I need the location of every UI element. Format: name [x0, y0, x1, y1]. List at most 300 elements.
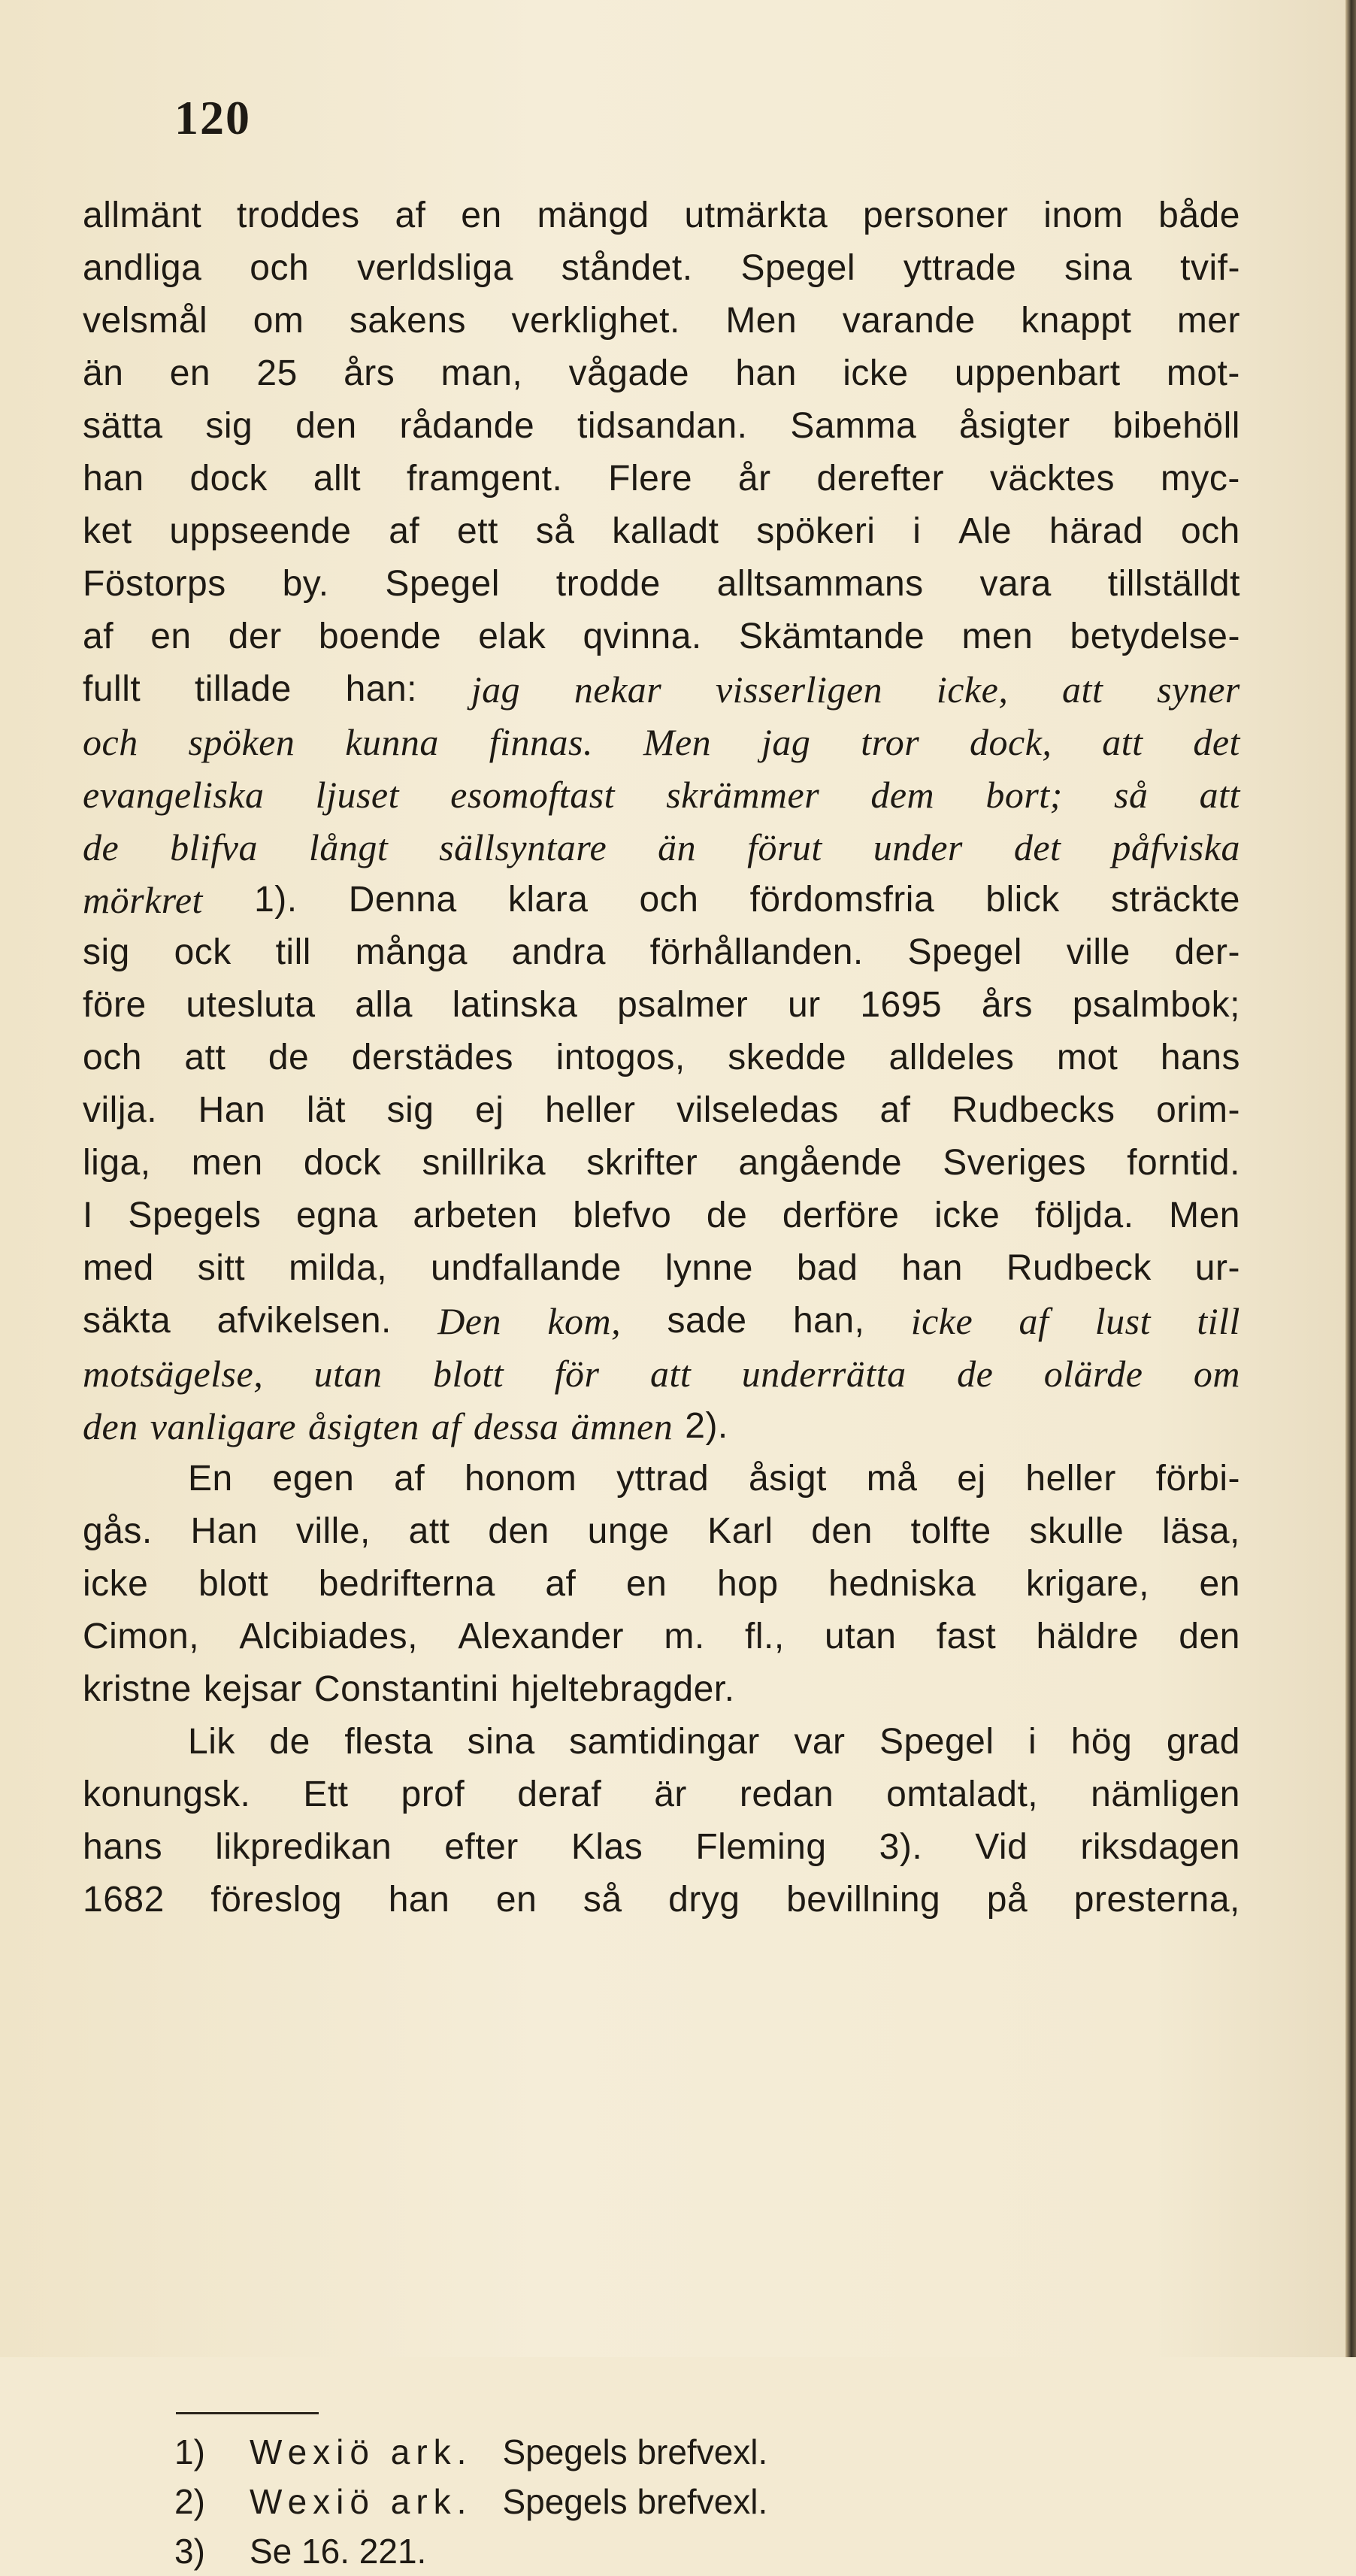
word: utesluta [186, 985, 316, 1025]
word: samtidingar [569, 1722, 760, 1762]
text-line [83, 716, 1240, 768]
word: af [83, 617, 114, 656]
word: så [583, 1880, 622, 1920]
word: olärde [1043, 1353, 1143, 1395]
word: att [649, 1353, 692, 1395]
word: deraf [517, 1774, 602, 1814]
word: och [1180, 511, 1240, 551]
word: en [461, 195, 502, 235]
word: sig [205, 406, 253, 446]
word: än [83, 353, 124, 393]
word: en [150, 617, 192, 656]
word: evangeliska [83, 774, 265, 816]
word: myc- [1160, 459, 1240, 499]
word: alla [355, 985, 413, 1025]
text-line [83, 1032, 1240, 1084]
word: tvif- [1180, 248, 1240, 288]
word: Alcibiades, [239, 1617, 419, 1656]
text-line [83, 821, 1240, 874]
word: trodde [555, 564, 661, 604]
word: Lik [188, 1722, 235, 1762]
word: andra [511, 932, 606, 972]
footnote-text: Spegels brefvexl. [502, 2432, 768, 2471]
text-line [83, 1242, 1240, 1295]
word: verldsliga [357, 248, 513, 288]
word: Sveriges [943, 1143, 1086, 1183]
word: blefvo [573, 1196, 672, 1235]
word: de [83, 826, 120, 868]
word: konungsk. [83, 1774, 251, 1814]
footnote-source: Wexiö ark. [250, 2432, 473, 2471]
word: syner [1157, 668, 1240, 711]
word: af [395, 195, 426, 235]
word: velsmål [83, 301, 208, 341]
word: under [873, 826, 963, 868]
word: sade [667, 1301, 747, 1341]
word: och [250, 248, 310, 288]
text-line [83, 1505, 1240, 1558]
word: 1682 [83, 1880, 165, 1920]
word: af [431, 1405, 462, 1447]
footnote-text: Spegels brefvexl. [502, 2482, 768, 2521]
word: men [191, 1143, 263, 1183]
text-line [83, 1874, 1240, 1926]
word: Karl [707, 1511, 773, 1551]
word: bevillning [786, 1880, 941, 1920]
word: psalmer [617, 985, 749, 1025]
word: vanligare [150, 1405, 296, 1447]
word: efter [444, 1827, 519, 1867]
word: må [866, 1459, 918, 1499]
text-line [83, 1716, 1240, 1768]
footnote-number: 3) [174, 2532, 205, 2571]
word: Han [190, 1511, 259, 1551]
word: allmänt [83, 195, 202, 235]
word: mot- [1166, 353, 1240, 393]
word: sitt [197, 1248, 246, 1288]
word: till [1197, 1300, 1240, 1342]
word: intogos, [555, 1038, 686, 1077]
text-line [83, 189, 1240, 242]
word: icke [843, 353, 909, 393]
word: 3). [879, 1827, 923, 1867]
word: fördomsfria [749, 880, 935, 920]
text-line [83, 979, 1240, 1032]
footnote-source: Wexiö ark. [250, 2482, 473, 2521]
word: ett [457, 511, 498, 551]
word: sina [467, 1722, 535, 1762]
word: betydelse- [1070, 617, 1240, 656]
word: Ett [303, 1774, 349, 1814]
word: ket [83, 511, 132, 551]
word: Rudbeck [1006, 1248, 1152, 1288]
word: hop [716, 1564, 779, 1604]
page-number: 120 [174, 91, 251, 144]
word: Föstorps [83, 564, 226, 604]
word: Klas [571, 1827, 643, 1867]
text-line [83, 1400, 1240, 1453]
word: bedrifterna [318, 1564, 495, 1604]
word: orim- [1156, 1090, 1240, 1130]
word: åsigten [307, 1405, 419, 1447]
word: psalmbok; [1072, 985, 1240, 1025]
word: framgent. [407, 459, 563, 499]
word: skedde [728, 1038, 847, 1077]
word: tillade [194, 669, 292, 709]
text-line [83, 1084, 1240, 1137]
word: Skämtande [738, 617, 925, 656]
footnote-number: 1) [174, 2432, 205, 2471]
word: forntid. [1127, 1143, 1240, 1183]
word: han [83, 459, 144, 499]
word: Spegel [385, 564, 500, 604]
word: ock [174, 932, 232, 972]
text-line [83, 768, 1240, 821]
word: fast [936, 1617, 997, 1656]
word: de [269, 1722, 310, 1762]
word: före [83, 985, 147, 1025]
word: lät [306, 1090, 347, 1130]
word: han [735, 353, 797, 393]
text-line [83, 926, 1240, 979]
word: unge [587, 1511, 670, 1551]
word: liga, [83, 1143, 151, 1183]
word: omtaladt, [886, 1774, 1039, 1814]
word: utmärkta [684, 195, 828, 235]
text-line [83, 1768, 1240, 1821]
word: allt [313, 459, 362, 499]
word: det [1193, 721, 1240, 763]
text-line [83, 1663, 1240, 1716]
word: m. [664, 1617, 705, 1656]
word: klara [507, 880, 589, 920]
word: nekar [574, 668, 662, 711]
word: hjeltebragder. [510, 1669, 735, 1709]
word: dryg [668, 1880, 740, 1920]
footnote [174, 2477, 1152, 2526]
word: Samma [790, 406, 917, 446]
word: Spegels [128, 1196, 262, 1235]
word: den [83, 1405, 138, 1447]
word: inom [1043, 195, 1124, 235]
word: om [253, 301, 304, 341]
word: påfviska [1112, 826, 1240, 868]
word: sätta [83, 406, 163, 446]
word: ljuset [315, 774, 399, 816]
word: sträckte [1110, 880, 1240, 920]
word: förhållanden. [649, 932, 864, 972]
word: Men [643, 721, 712, 763]
word: han [901, 1248, 963, 1288]
text-line [83, 505, 1240, 558]
word: icke [83, 1564, 149, 1604]
footnote [174, 2526, 1152, 2576]
word: grad [1166, 1722, 1240, 1762]
word: boende [318, 617, 442, 656]
word: mer [1176, 301, 1240, 341]
word: andliga [83, 248, 202, 288]
word: Han [198, 1090, 266, 1130]
word: spökeri [756, 511, 876, 551]
footnote-text: Se 16. 221. [250, 2532, 427, 2571]
word: till [275, 932, 311, 972]
word: finnas. [489, 721, 593, 763]
word: troddes [237, 195, 360, 235]
word: hans [1160, 1038, 1240, 1077]
text-line [83, 663, 1240, 716]
word: derefter [816, 459, 944, 499]
word: blick [985, 880, 1060, 920]
word: blott [433, 1353, 504, 1395]
word: bad [796, 1248, 858, 1288]
word: den [295, 406, 357, 446]
word: egen [272, 1459, 355, 1499]
word: knappt [1021, 301, 1132, 341]
word: Spegel [879, 1722, 994, 1762]
word: års [344, 353, 395, 393]
word: ej [475, 1090, 504, 1130]
word: alltsammans [716, 564, 924, 604]
word: derföre [782, 1196, 900, 1235]
word: flesta [344, 1722, 434, 1762]
word: icke [910, 1300, 973, 1342]
word: väcktes [989, 459, 1115, 499]
word: Men [1169, 1196, 1240, 1235]
word: åsigt [748, 1459, 827, 1499]
word: och [83, 1038, 142, 1077]
word: ur- [1194, 1248, 1240, 1288]
word: skulle [1029, 1511, 1124, 1551]
text-line [83, 1190, 1240, 1242]
body-text [83, 189, 1240, 1926]
word: Flere [608, 459, 693, 499]
text-line [83, 1453, 1240, 1505]
text-line [83, 400, 1240, 453]
word: yttrad [616, 1459, 710, 1499]
page-edge [1345, 0, 1356, 2357]
word: motsägelse, [83, 1353, 264, 1395]
text-line [83, 611, 1240, 663]
word: var [794, 1722, 846, 1762]
word: tror [861, 721, 920, 763]
word: sakens [349, 301, 467, 341]
word: en [495, 1880, 537, 1920]
word: tidsandan. [577, 406, 748, 446]
word: Men [725, 301, 798, 341]
word: om [1193, 1353, 1240, 1395]
word: att [1102, 721, 1143, 763]
word: kristne [83, 1669, 192, 1709]
word: spöken [188, 721, 295, 763]
word: att [184, 1038, 226, 1077]
word: med [83, 1248, 154, 1288]
word: hedniska [828, 1564, 976, 1604]
word: I [83, 1196, 93, 1235]
word: 25 [256, 353, 298, 393]
word: ej [957, 1459, 986, 1499]
text-line [83, 1295, 1240, 1347]
word: det [1013, 826, 1061, 868]
word: och [83, 721, 138, 763]
text-line [83, 1347, 1240, 1400]
word: heller [1025, 1459, 1116, 1499]
word: Constantini [313, 1669, 499, 1709]
text-line [83, 1137, 1240, 1190]
word: varande [842, 301, 976, 341]
word: i [913, 511, 922, 551]
word: dem [870, 774, 935, 816]
word: kalladt [612, 511, 719, 551]
word: undfallande [431, 1248, 622, 1288]
word: qvinna. [583, 617, 702, 656]
word: Spegel [740, 248, 855, 288]
word: latinska [452, 985, 578, 1025]
word: så [1113, 774, 1149, 816]
word: vilseledas [676, 1090, 839, 1130]
word: ville, [295, 1511, 371, 1551]
word: honom [465, 1459, 577, 1499]
word: kom, [547, 1300, 622, 1342]
word: man, [440, 353, 523, 393]
word: heller [545, 1090, 636, 1130]
text-line [83, 295, 1240, 347]
word: der- [1174, 932, 1240, 972]
word: af [394, 1459, 425, 1499]
word: Denna [348, 880, 457, 920]
footnote [174, 2427, 1152, 2477]
text-line [83, 1821, 1240, 1874]
word: utan [825, 1617, 897, 1656]
word: ämnen [571, 1405, 673, 1447]
word: af [879, 1090, 911, 1130]
word: fl., [745, 1617, 785, 1656]
word: uppenbart [954, 353, 1121, 393]
word: förut [747, 826, 822, 868]
word: 2). [685, 1406, 728, 1446]
text-line [83, 347, 1240, 400]
text-line [83, 453, 1240, 505]
word: riksdagen [1080, 1827, 1240, 1867]
word: gås. [83, 1511, 153, 1551]
word: kejsar [203, 1669, 302, 1709]
word: vara [979, 564, 1052, 604]
word: lynne [664, 1248, 753, 1288]
word: der [228, 617, 282, 656]
word: långt [308, 826, 389, 868]
word: 1). [254, 880, 298, 920]
word: derstädes [351, 1038, 514, 1077]
word: krigare, [1025, 1564, 1149, 1604]
word: uppseende [169, 511, 352, 551]
word: att [1199, 774, 1240, 816]
word: så [535, 511, 575, 551]
word: en [1199, 1564, 1240, 1604]
word: mörkret [83, 879, 203, 921]
word: Cimon, [83, 1617, 200, 1656]
word: följda. [1034, 1196, 1134, 1235]
text-line [83, 558, 1240, 611]
word: härad [1049, 511, 1144, 551]
word: utan [313, 1353, 383, 1395]
word: hög [1070, 1722, 1133, 1762]
word: skrämmer [666, 774, 820, 816]
word: by. [282, 564, 329, 604]
word: snillrika [422, 1143, 546, 1183]
word: tillställdt [1107, 564, 1240, 604]
word: visserligen [715, 668, 883, 711]
word: vågade [568, 353, 690, 393]
word: den [488, 1511, 549, 1551]
word: af [545, 1564, 577, 1604]
word: föreslog [210, 1880, 343, 1920]
footnote-number: 2) [174, 2482, 205, 2521]
word: alldeles [888, 1038, 1015, 1077]
word: Vid [975, 1827, 1028, 1867]
word: Alexander [458, 1617, 624, 1656]
word: års [981, 985, 1033, 1025]
word: kunna [345, 721, 439, 763]
footnote-rule [176, 2412, 319, 2414]
word: skrifter [586, 1143, 698, 1183]
word: prof [401, 1774, 465, 1814]
word: af [389, 511, 420, 551]
word: dessa [473, 1405, 559, 1447]
word: de [706, 1196, 748, 1235]
word: af [1019, 1300, 1049, 1342]
word: dock [303, 1143, 382, 1183]
word: En [188, 1459, 233, 1499]
word: milda, [289, 1248, 388, 1288]
word: och [639, 880, 699, 920]
word: blott [198, 1564, 269, 1604]
word: ville [1066, 932, 1131, 972]
word: jag [761, 721, 811, 763]
text-line [83, 874, 1240, 926]
word: sällsyntare [439, 826, 607, 868]
word: de [957, 1353, 994, 1395]
word: arbeten [413, 1196, 538, 1235]
word: rådande [399, 406, 535, 446]
word: personer [863, 195, 1009, 235]
word: ståndet. [561, 248, 693, 288]
word: den [1179, 1617, 1240, 1656]
word: jag [471, 668, 521, 711]
word: häldre [1036, 1617, 1139, 1656]
word: presterna, [1073, 1880, 1240, 1920]
word: på [986, 1880, 1028, 1920]
word: afvikelsen. [216, 1301, 392, 1341]
word: sig [386, 1090, 434, 1130]
word: är [654, 1774, 687, 1814]
word: han, [792, 1301, 865, 1341]
word: underrätta [741, 1353, 907, 1395]
text-line [83, 242, 1240, 295]
word: 1695 [860, 985, 943, 1025]
word: för [554, 1353, 600, 1395]
word: mängd [537, 195, 649, 235]
word: bort; [985, 774, 1063, 816]
word: men [961, 617, 1034, 656]
text-line [83, 1611, 1240, 1663]
word: att [1062, 668, 1103, 711]
word: att [408, 1511, 450, 1551]
word: hans [83, 1827, 163, 1867]
word: år [737, 459, 771, 499]
word: blifva [170, 826, 258, 868]
word: läsa, [1161, 1511, 1240, 1551]
word: de [268, 1038, 310, 1077]
word: den [811, 1511, 873, 1551]
